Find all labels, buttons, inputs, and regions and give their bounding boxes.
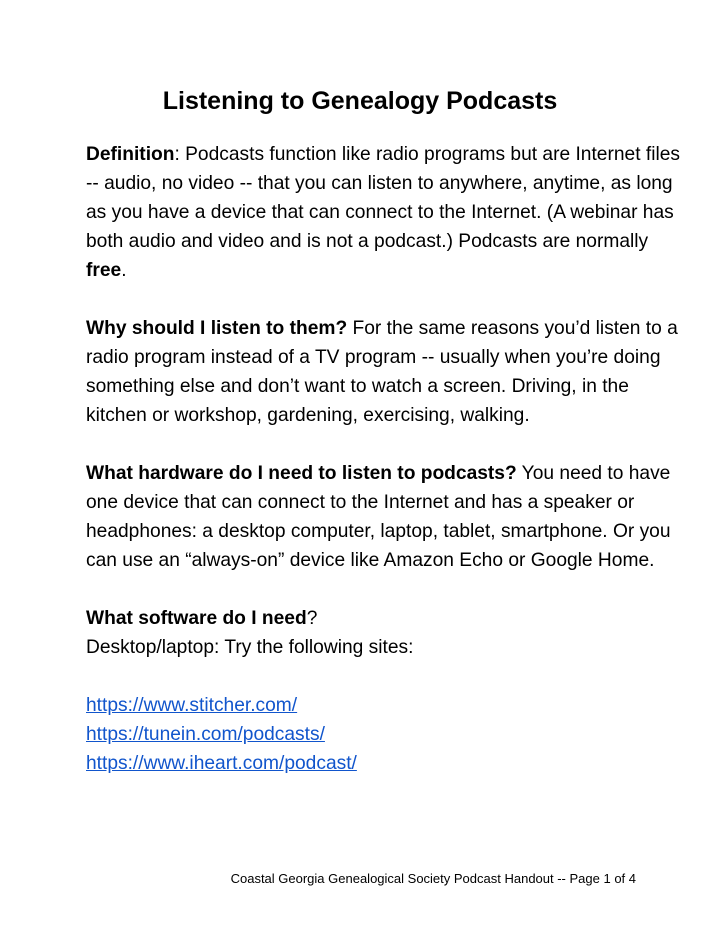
hardware-paragraph: [86, 459, 686, 575]
hardware-question: What hardware do I need to listen to podcasts?: [86, 463, 517, 484]
hardware-answer: You need to have one device that can connect to the Internet and has a speaker or headphones: a desktop computer, laptop, tablet, smartphone. Or you can use an “always-on” device like Amazon Echo or Google Home.: [86, 463, 671, 571]
why-question: Why should I listen to them?: [86, 318, 348, 339]
definition-paragraph: [86, 140, 686, 285]
why-paragraph: [86, 314, 686, 430]
definition-text: : Podcasts function like radio programs but are Internet files -- audio, no video -- that you can listen to anywhere, anytime, as long as you have a device that can connect to the Internet. (A webinar has both audio and video and is not a podcast.) Podcasts are normally: [86, 144, 680, 252]
definition-label: Definition: [86, 144, 175, 165]
link-tunein[interactable]: https://tunein.com/podcasts/: [86, 724, 325, 745]
software-paragraph: [86, 604, 686, 633]
definition-end: .: [121, 260, 127, 281]
software-question: What software do I need: [86, 608, 307, 629]
software-intro: Desktop/laptop: Try the following sites:: [86, 637, 414, 658]
link-list: [86, 691, 686, 778]
page-footer: Coastal Georgia Genealogical Society Podcast Handout -- Page 1 of 4: [230, 871, 636, 886]
definition-emphasis: free: [86, 260, 122, 281]
page-title: Listening to Genealogy Podcasts: [162, 87, 558, 115]
software-question-end: ?: [306, 608, 318, 629]
document-body: [86, 140, 686, 778]
why-answer: For the same reasons you’d listen to a radio program instead of a TV program -- usually when you’re doing something else and don’t want to watch a screen. Driving, in the kitchen or workshop, gardening, exercising, walking.: [86, 318, 678, 426]
link-stitcher[interactable]: https://www.stitcher.com/: [86, 695, 298, 716]
link-iheart[interactable]: https://www.iheart.com/podcast/: [86, 753, 357, 774]
